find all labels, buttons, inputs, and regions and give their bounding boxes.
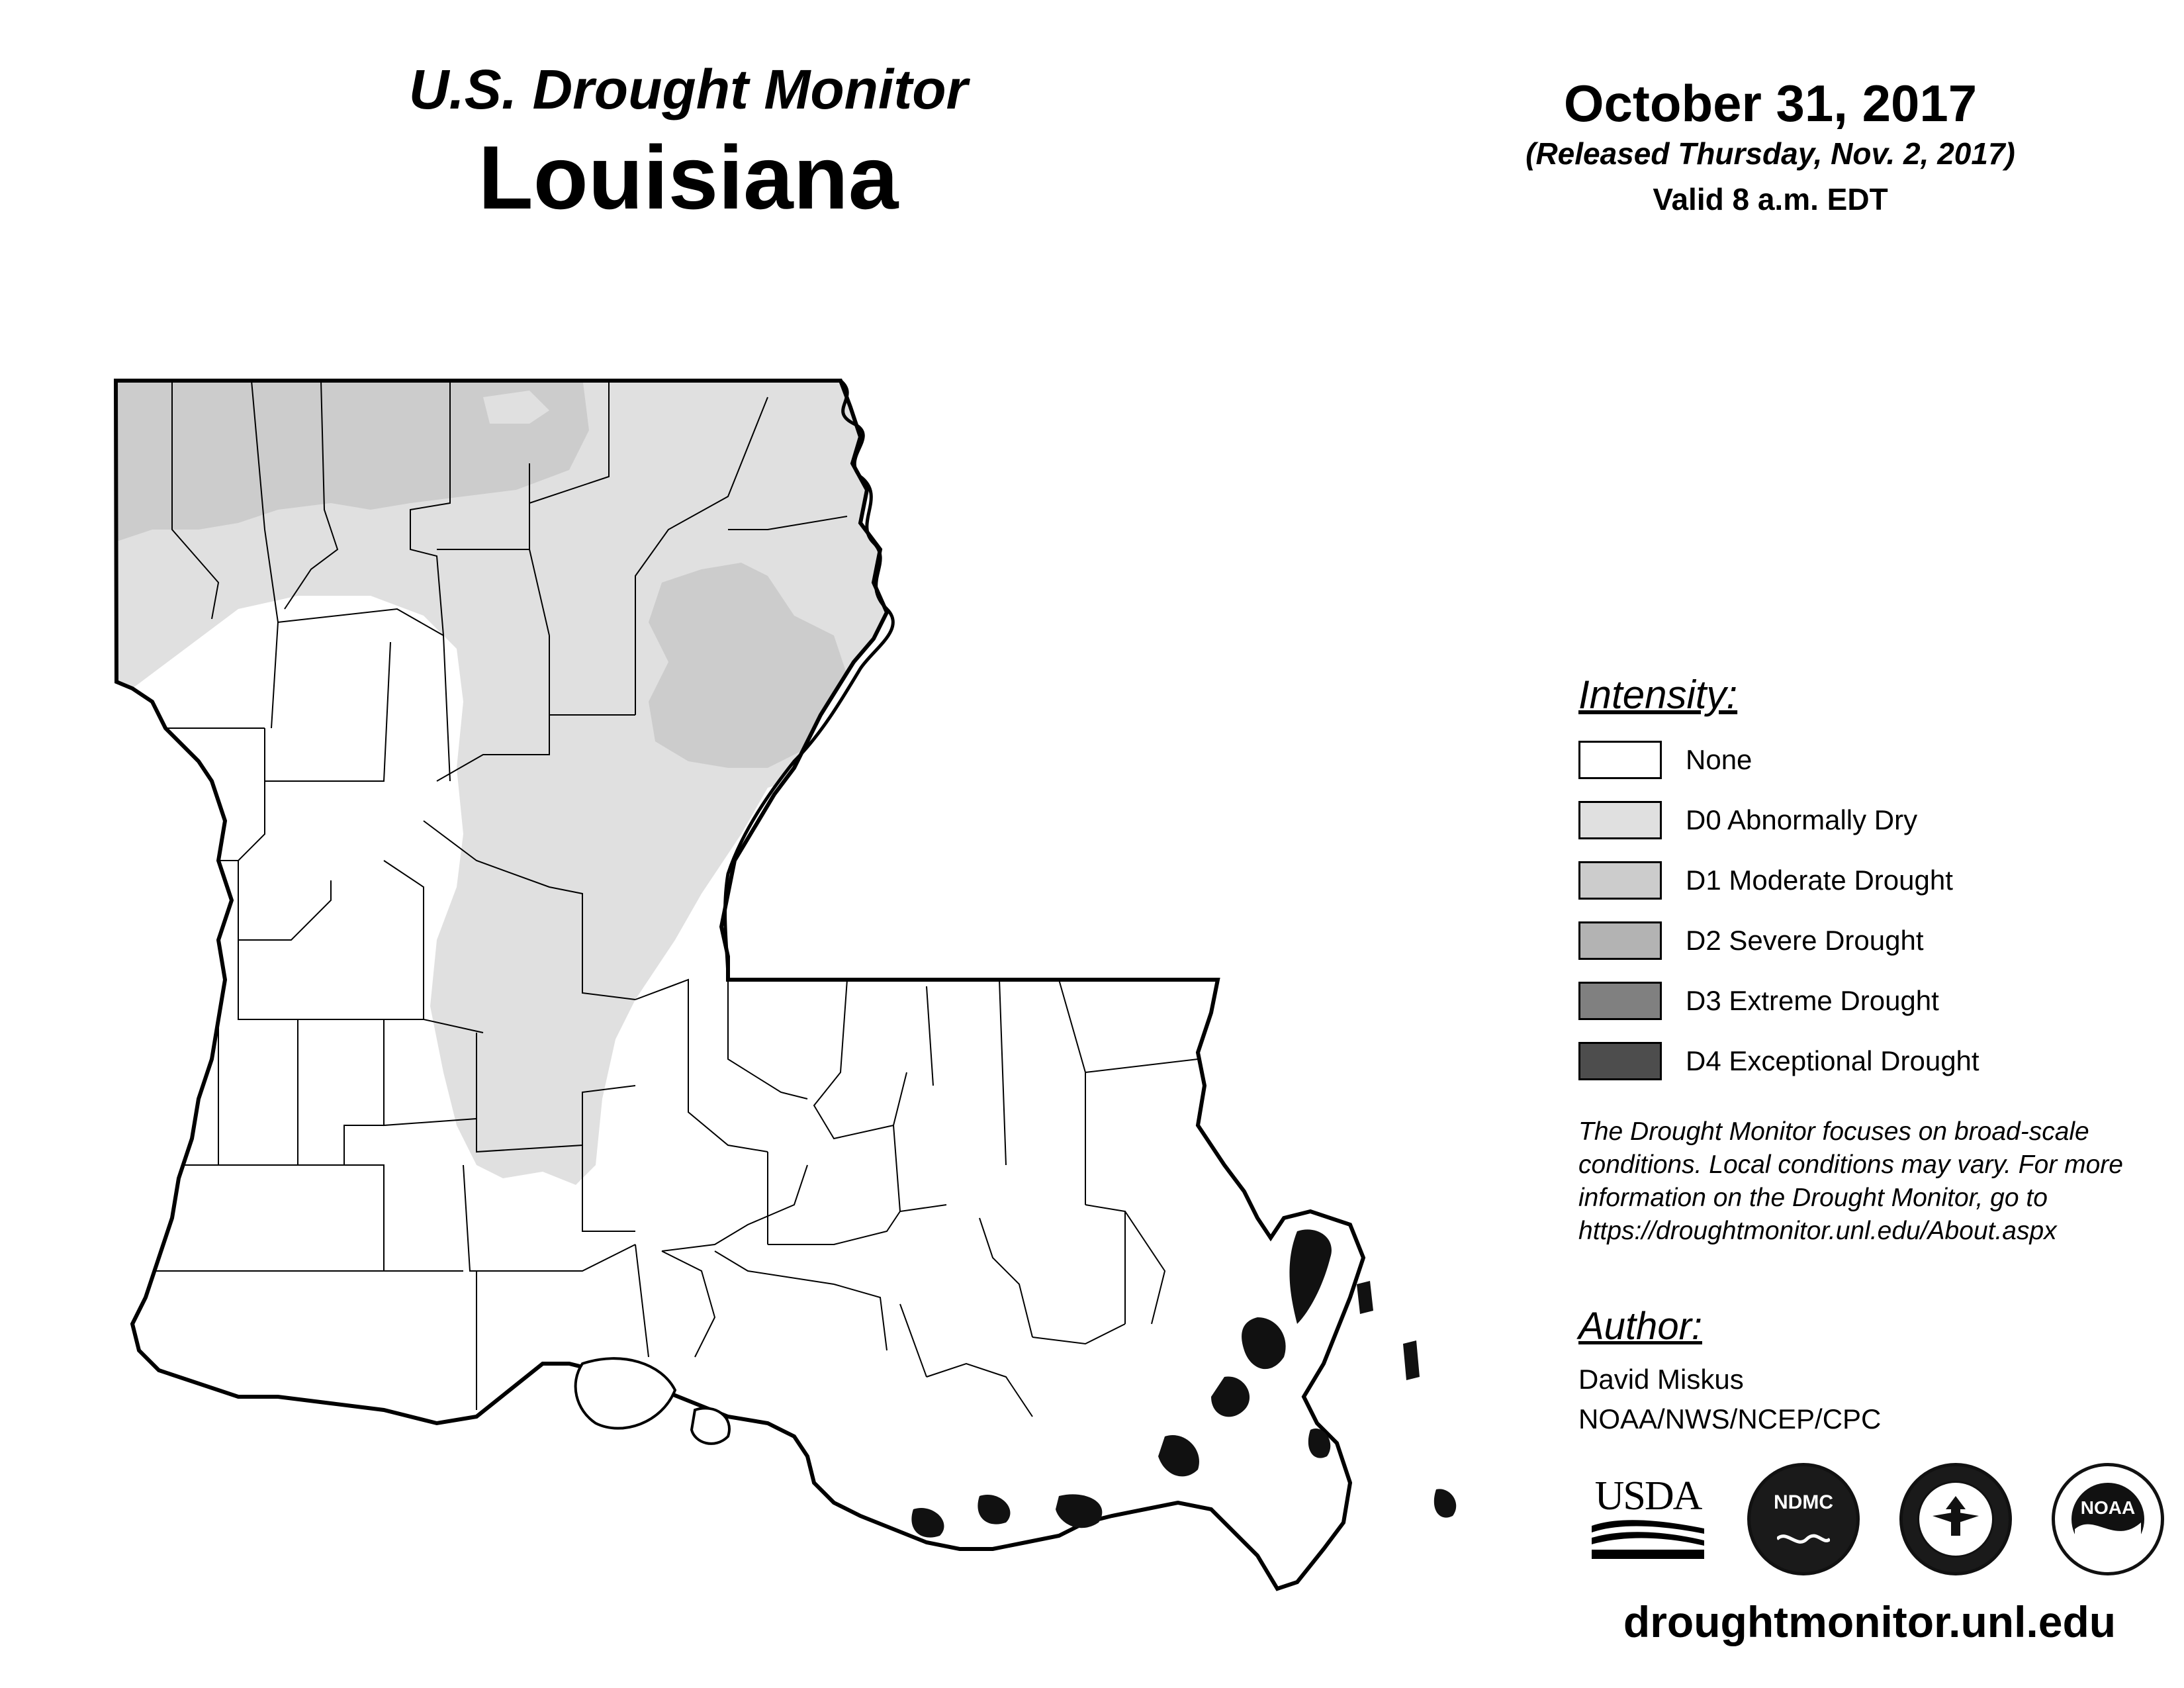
usda-hills-icon bbox=[1592, 1517, 1704, 1559]
legend-item-d1 bbox=[1578, 860, 2174, 901]
legend-label: D4 Exceptional Drought bbox=[1686, 1045, 1979, 1076]
website-url[interactable]: droughtmonitor.unl.edu bbox=[1623, 1597, 2116, 1646]
noaa-bird-icon bbox=[2055, 1466, 2161, 1572]
author-heading: Author: bbox=[1578, 1305, 1702, 1348]
legend-label: D0 Abnormally Dry bbox=[1686, 804, 1918, 835]
eagle-shield-icon bbox=[1919, 1483, 1992, 1556]
commerce-seal-icon bbox=[1899, 1463, 2012, 1575]
author-name: David Miskus bbox=[1578, 1364, 1744, 1395]
legend-item-d2 bbox=[1578, 920, 2174, 961]
legend-label: None bbox=[1686, 744, 1752, 775]
legend-swatch-d0 bbox=[1578, 801, 1662, 839]
legend-swatch-none bbox=[1578, 741, 1662, 779]
legend-item-d0 bbox=[1578, 800, 2174, 841]
legend-item-none bbox=[1578, 739, 2174, 780]
release-date: (Released Thursday, Nov. 2, 2017) bbox=[1525, 136, 2015, 171]
author-org: NOAA/NWS/NCEP/CPC bbox=[1578, 1403, 1882, 1434]
disclaimer-note: The Drought Monitor focuses on broad-scale conditions. Local conditions may vary. For more information on the Drought Monitor, go to https://droughtmonitor.unl.edu/About.aspx bbox=[1578, 1117, 2123, 1245]
valid-time: Valid 8 a.m. EDT bbox=[1653, 182, 1888, 216]
legend-label: D1 Moderate Drought bbox=[1686, 865, 1953, 896]
legend-label: D3 Extreme Drought bbox=[1686, 985, 1939, 1016]
commerce-seal-inner bbox=[1917, 1481, 1994, 1558]
ndmc-seal-text: NDMC bbox=[1774, 1491, 1833, 1513]
usda-logo-text: USDA bbox=[1594, 1474, 1702, 1519]
ndmc-wave-icon bbox=[1777, 1526, 1830, 1552]
legend-heading: Intensity: bbox=[1578, 673, 1738, 717]
ndmc-seal-icon bbox=[1747, 1463, 1860, 1575]
legend-item-d3 bbox=[1578, 980, 2174, 1021]
noaa-seal-text: NOAA bbox=[2080, 1497, 2136, 1518]
legend-swatch-d1 bbox=[1578, 861, 1662, 900]
legend-item-d4 bbox=[1578, 1041, 2174, 1082]
state-title: Louisiana bbox=[478, 127, 899, 228]
usda-logo bbox=[1592, 1473, 1704, 1559]
legend-swatch-d4 bbox=[1578, 1042, 1662, 1080]
legend-swatch-d3 bbox=[1578, 982, 1662, 1020]
noaa-seal-icon bbox=[2052, 1463, 2164, 1575]
legend-label: D2 Severe Drought bbox=[1686, 925, 1924, 956]
map-date: October 31, 2017 bbox=[1563, 74, 1978, 132]
product-title: U.S. Drought Monitor bbox=[408, 58, 968, 120]
legend-swatch-d2 bbox=[1578, 921, 1662, 960]
